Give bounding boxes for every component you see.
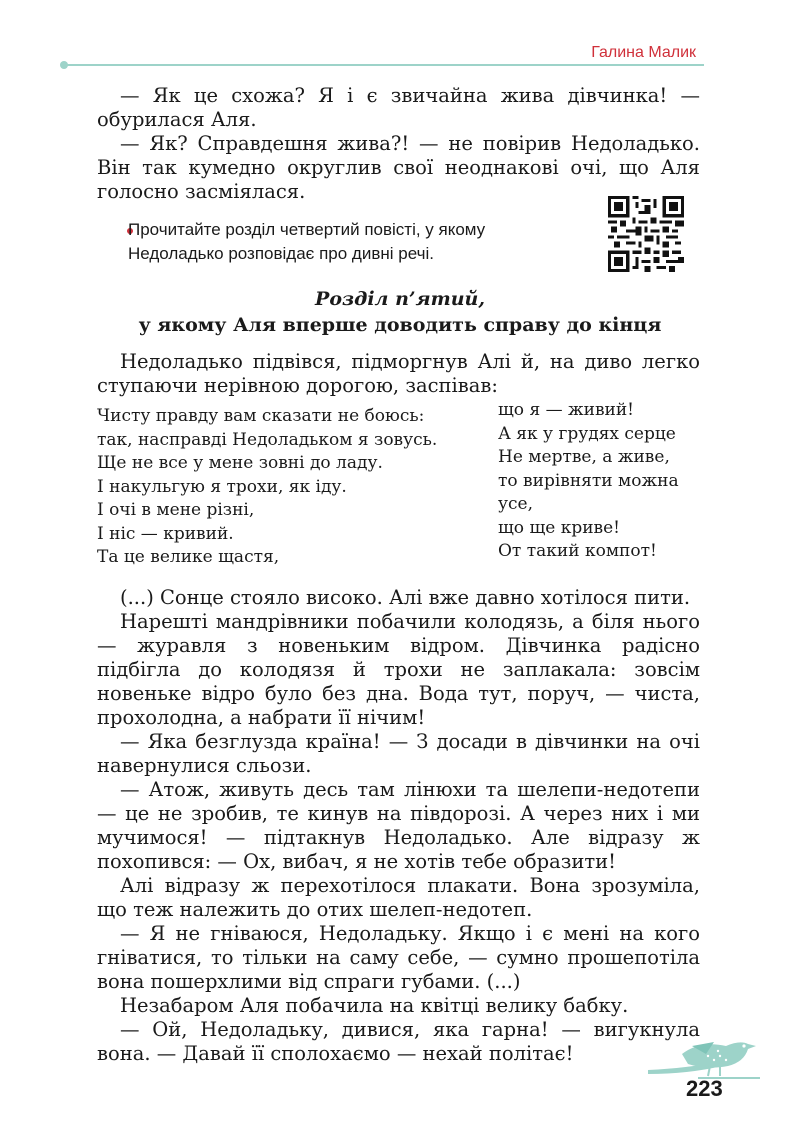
paragraph: (...) Сонце стояло високо. Алі вже давно хотілося пити.: [120, 586, 691, 609]
poem-line: Ще не все у мене зовні до ладу.: [97, 453, 383, 473]
paragraph: — Ой, Недоладьку, дивися, яка гарна! — вигукнула вона. — Давай її сполохаємо — нехай політає!: [97, 1018, 700, 1065]
poem-line: І очі в мене різні,: [97, 500, 255, 520]
poem-line: Та це велике щастя,: [97, 547, 280, 567]
paragraph: — Атож, живуть десь там лінюхи та шелепи-недотепи — це не зробив, те кинув на півдорозі. А через них і ми мучимося! — підтакнув Недоладько. Але відразу ж похопився: — Ох, вибач, я не хотів тебе образити!: [97, 778, 700, 873]
intro-paragraph-block: [97, 350, 700, 398]
paragraph: Алі відразу ж перехотілося плакати. Вона зрозуміла, що теж належить до отих шелеп-недотеп.: [97, 874, 700, 921]
page-number: 223: [686, 1076, 723, 1101]
paragraph: — Яка безглузда країна! — З досади в дівчинки на очі навернулися сльози.: [97, 730, 700, 777]
poem-line: А як у грудях серце: [498, 423, 676, 444]
paragraph: — Як? Справдешня жива?! — не повірив Недоладько. Він так кумедно округлив свої неоднакові очі, що Аля голосно засміялася.: [97, 132, 700, 203]
paragraph: — Як це схожа? Я і є звичайна жива дівчинка! — обурилася Аля.: [97, 84, 700, 131]
poem-line: От такий компот!: [498, 541, 657, 561]
poem-line: Не мертве, а живе,: [498, 447, 670, 467]
poem-right-column: [498, 399, 679, 564]
paragraph: Нарешті мандрівники побачили колодязь, а біля нього — журавля з новеньким відром. Дівчинка радісно підбігла до колодязя й трохи не заплакала: зовсім новеньке відро було без дна. Вода тут, поруч, — чиста, прохолодна, а набрати її нічим!: [97, 610, 700, 729]
running-header-author: Галина Малик: [591, 44, 696, 61]
qr-code-icon[interactable]: [608, 196, 684, 272]
reading-task: Прочитайте розділ четвертий повісті, у якому Недоладько розповідає про дивні речі.: [128, 220, 486, 263]
poem-line: що ще криве!: [498, 517, 621, 538]
poem-line: то вирівняти можна: [498, 470, 679, 491]
story-body: [97, 586, 700, 1066]
poem-line: усе,: [498, 494, 533, 514]
poem-line: так, насправді Недоладьком я зовусь.: [97, 429, 438, 450]
header-rule-dot: [60, 61, 68, 69]
paragraph: Недоладько підвівся, підморгнув Алі й, на диво легко ступаючи нерівною дорогою, заспівав:: [97, 350, 700, 397]
header-rule: [64, 64, 704, 66]
poem-line: Чисту правду вам сказати не боюсь:: [97, 406, 425, 426]
chapter-subtitle: у якому Аля вперше доводить справу до кінця: [138, 314, 662, 336]
top-dialogue: [97, 84, 700, 204]
paragraph: — Я не гніваюся, Недоладьку. Якщо і є мені на кого гніватися, то тільки на саму себе, — сумно прошепотіла вона пошерхлими від спраги губами. (...): [97, 922, 700, 993]
poem-line: що я — живий!: [498, 400, 635, 420]
poem-line: І накульгую я трохи, як іду.: [97, 476, 347, 497]
paragraph: Незабаром Аля побачила на квітці велику бабку.: [120, 994, 629, 1017]
chapter-title: Розділ п’ятий,: [315, 288, 485, 310]
poem-left-column: [97, 405, 437, 570]
poem-line: І ніс — кривий.: [97, 523, 234, 544]
